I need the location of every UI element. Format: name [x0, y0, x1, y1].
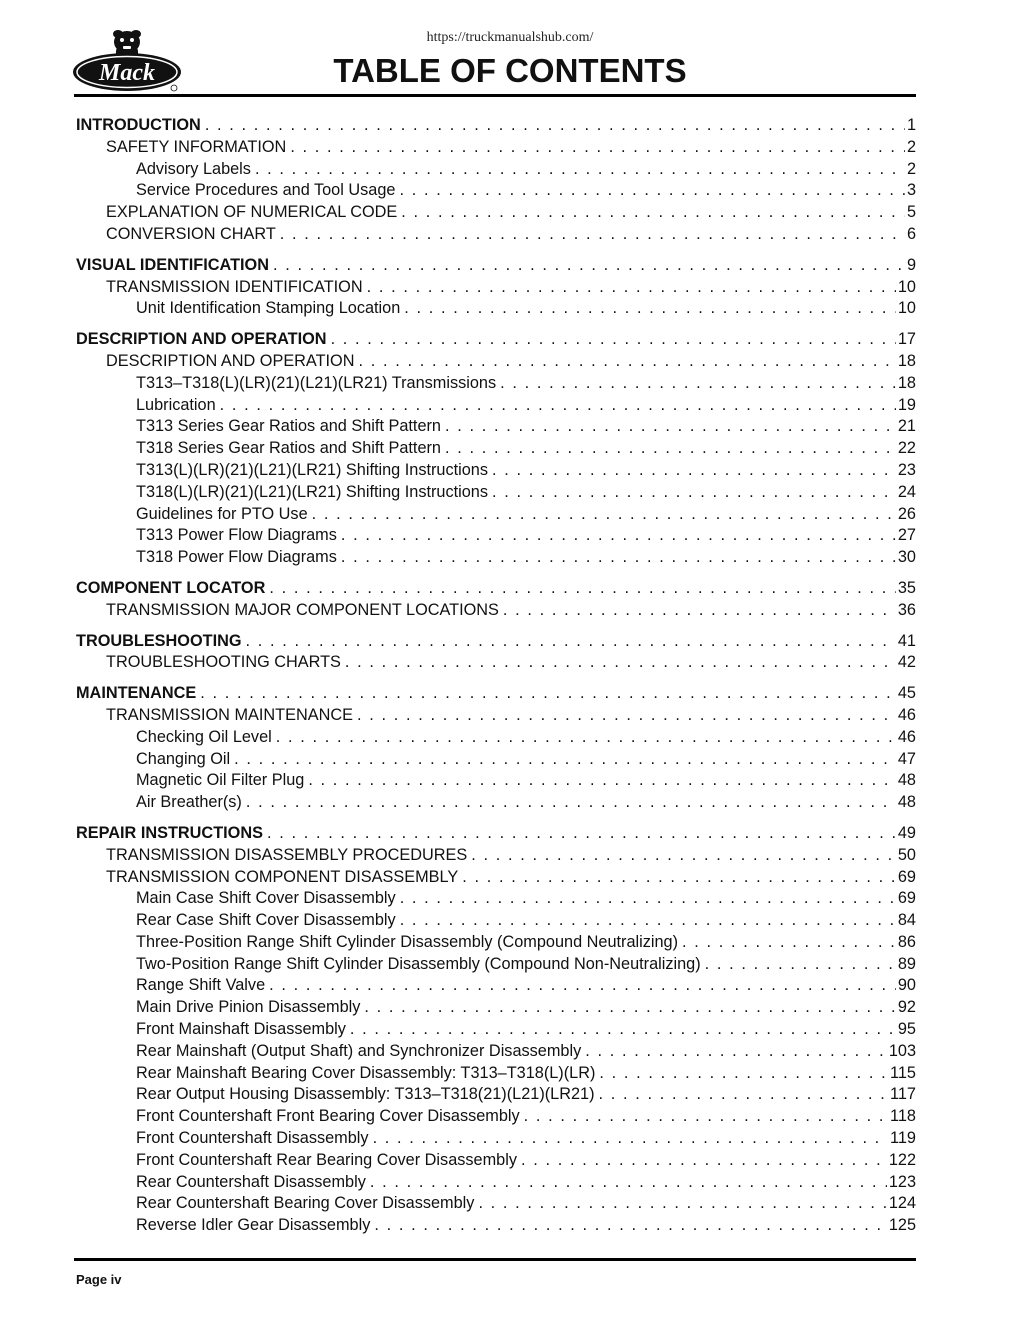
- toc-page-number: 1: [906, 116, 916, 134]
- toc-page-number: 41: [897, 631, 916, 650]
- toc-entry[interactable]: [76, 770, 916, 792]
- toc-page-number: 69: [897, 889, 916, 908]
- toc-entry-title: Front Countershaft Front Bearing Cover Disassembly: [136, 1107, 520, 1126]
- toc-page-number: 47: [897, 749, 916, 768]
- toc-entry-title: DESCRIPTION AND OPERATION: [76, 330, 327, 349]
- toc-entry[interactable]: [76, 727, 916, 749]
- toc-leader-dots: [205, 115, 905, 137]
- toc-entry[interactable]: [76, 1150, 916, 1172]
- toc-page-number: 26: [897, 504, 916, 523]
- toc-entry-title: Guidelines for PTO Use: [136, 504, 308, 523]
- toc-page-number: 42: [897, 653, 916, 672]
- toc-entry[interactable]: [76, 482, 916, 504]
- toc-entry-title: Three-Position Range Shift Cylinder Disassembly (Compound Neutralizing): [136, 932, 679, 951]
- toc-entry[interactable]: [76, 932, 916, 954]
- toc-section[interactable]: [76, 115, 916, 137]
- toc-leader-dots: [267, 823, 896, 845]
- toc-entry[interactable]: [76, 547, 916, 569]
- toc-entry-title: T313 Power Flow Diagrams: [136, 526, 337, 545]
- toc-page-number: 24: [897, 482, 916, 501]
- toc-entry-title: T313 Series Gear Ratios and Shift Pattern: [136, 417, 441, 436]
- toc-leader-dots: [705, 954, 896, 976]
- toc-page-number: 46: [897, 727, 916, 746]
- toc-page-number: 2: [906, 137, 916, 156]
- toc-leader-dots: [308, 770, 896, 792]
- toc-leader-dots: [276, 727, 896, 749]
- toc-leader-dots: [341, 525, 896, 547]
- toc-leader-dots: [367, 277, 896, 299]
- toc-entry[interactable]: [76, 525, 916, 547]
- toc-page-number: 10: [897, 299, 916, 318]
- toc-page-number: 27: [897, 526, 916, 545]
- toc-leader-dots: [350, 1019, 896, 1041]
- toc-leader-dots: [462, 867, 896, 889]
- toc-entry-title: Advisory Labels: [136, 159, 251, 178]
- toc-page-number: 9: [906, 255, 916, 274]
- toc-entry-title: CONVERSION CHART: [106, 224, 276, 243]
- toc-leader-dots: [246, 792, 896, 814]
- toc-section[interactable]: [76, 255, 916, 277]
- toc-chapter[interactable]: [76, 867, 916, 889]
- toc-entry-title: Unit Identification Stamping Location: [136, 299, 401, 318]
- toc-leader-dots: [200, 683, 896, 705]
- toc-leader-dots: [400, 910, 896, 932]
- toc-leader-dots: [331, 329, 896, 351]
- toc-entry-title: TRANSMISSION MAINTENANCE: [106, 705, 353, 724]
- toc-chapter[interactable]: [76, 845, 916, 867]
- toc-leader-dots: [471, 845, 896, 867]
- toc-entry[interactable]: [76, 460, 916, 482]
- toc-page-number: 123: [888, 1172, 916, 1191]
- toc-page-number: 118: [890, 1107, 916, 1126]
- toc-leader-dots: [357, 705, 896, 727]
- toc-section[interactable]: [76, 631, 916, 653]
- toc-page-number: 103: [888, 1041, 916, 1060]
- toc-entry[interactable]: [76, 1215, 916, 1237]
- toc-page-number: 89: [897, 954, 916, 973]
- toc-entry[interactable]: [76, 997, 916, 1019]
- toc-page-number: 115: [890, 1063, 916, 1082]
- toc-entry-title: Changing Oil: [136, 749, 231, 768]
- toc-entry-title: Air Breather(s): [136, 793, 242, 812]
- toc-leader-dots: [246, 631, 896, 653]
- toc-leader-dots: [280, 224, 905, 246]
- toc-leader-dots: [585, 1041, 887, 1063]
- toc-leader-dots: [682, 932, 896, 954]
- toc-page-number: 35: [897, 578, 916, 597]
- toc-leader-dots: [599, 1063, 888, 1085]
- source-url: https://truckmanualshub.com/: [426, 30, 594, 45]
- toc-page-number: 90: [897, 976, 916, 995]
- toc-leader-dots: [404, 298, 896, 320]
- toc-leader-dots: [521, 1150, 887, 1172]
- toc-entry-title: MAINTENANCE: [76, 684, 197, 703]
- toc-entry[interactable]: [76, 395, 916, 417]
- toc-entry-title: T318 Series Gear Ratios and Shift Pattern: [136, 439, 441, 458]
- toc-page-number: 17: [897, 330, 916, 349]
- toc-entry[interactable]: [76, 1193, 916, 1215]
- table-of-contents: [76, 115, 916, 1237]
- toc-page-number: 18: [897, 351, 916, 370]
- toc-entry[interactable]: [76, 180, 916, 202]
- toc-chapter[interactable]: [76, 600, 916, 622]
- toc-section[interactable]: [76, 578, 916, 600]
- toc-leader-dots: [345, 652, 896, 674]
- toc-entry-title: TRANSMISSION COMPONENT DISASSEMBLY: [106, 867, 459, 886]
- toc-page-number: 3: [906, 181, 916, 200]
- toc-entry-title: Main Case Shift Cover Disassembly: [136, 889, 396, 908]
- toc-leader-dots: [269, 975, 896, 997]
- toc-page-number: 86: [897, 932, 916, 951]
- toc-page-number: 30: [897, 548, 916, 567]
- toc-section[interactable]: [76, 329, 916, 351]
- toc-entry[interactable]: [76, 373, 916, 395]
- toc-entry-title: T313(L)(LR)(21)(L21)(LR21) Shifting Instructions: [136, 460, 488, 479]
- toc-entry[interactable]: [76, 159, 916, 181]
- toc-entry[interactable]: [76, 1019, 916, 1041]
- toc-leader-dots: [373, 1128, 888, 1150]
- toc-entry-title: TRANSMISSION MAJOR COMPONENT LOCATIONS: [106, 600, 499, 619]
- toc-entry-title: Rear Mainshaft (Output Shaft) and Synchronizer Disassembly: [136, 1041, 582, 1060]
- toc-entry-title: COMPONENT LOCATOR: [76, 578, 266, 597]
- toc-entry-title: SAFETY INFORMATION: [106, 137, 287, 156]
- toc-entry-title: Magnetic Oil Filter Plug: [136, 771, 305, 790]
- toc-entry[interactable]: [76, 792, 916, 814]
- page-number: Page iv: [76, 1272, 122, 1287]
- toc-leader-dots: [445, 416, 896, 438]
- toc-entry-title: Checking Oil Level: [136, 727, 272, 746]
- toc-page-number: 125: [888, 1216, 916, 1235]
- toc-leader-dots: [445, 438, 896, 460]
- toc-page-number: 22: [897, 439, 916, 458]
- toc-entry-title: REPAIR INSTRUCTIONS: [76, 823, 263, 842]
- logo-text: Mack: [99, 60, 155, 86]
- toc-chapter[interactable]: [76, 705, 916, 727]
- toc-leader-dots: [220, 395, 896, 417]
- toc-entry-title: VISUAL IDENTIFICATION: [76, 255, 269, 274]
- toc-leader-dots: [503, 600, 896, 622]
- toc-page-number: 6: [906, 224, 916, 243]
- toc-leader-dots: [400, 888, 896, 910]
- toc-entry[interactable]: [76, 504, 916, 526]
- toc-entry-title: TROUBLESHOOTING: [76, 631, 242, 650]
- toc-section[interactable]: [76, 683, 916, 705]
- toc-entry[interactable]: [76, 888, 916, 910]
- toc-leader-dots: [269, 578, 896, 600]
- toc-page-number: 19: [897, 395, 916, 414]
- toc-chapter[interactable]: [76, 652, 916, 674]
- toc-entry-title: Front Countershaft Rear Bearing Cover Disassembly: [136, 1150, 517, 1169]
- toc-page-number: 10: [897, 277, 916, 296]
- toc-entry[interactable]: [76, 910, 916, 932]
- toc-entry-title: Rear Countershaft Disassembly: [136, 1172, 366, 1191]
- toc-page-number: 18: [897, 373, 916, 392]
- toc-page-number: 23: [897, 460, 916, 479]
- toc-leader-dots: [492, 460, 896, 482]
- toc-leader-dots: [255, 159, 905, 181]
- toc-leader-dots: [492, 482, 896, 504]
- toc-page-number: 95: [897, 1020, 916, 1039]
- toc-entry[interactable]: [76, 438, 916, 460]
- toc-page-number: 84: [897, 911, 916, 930]
- toc-page-number: 48: [897, 793, 916, 812]
- toc-entry-title: TROUBLESHOOTING CHARTS: [106, 653, 341, 672]
- toc-entry-title: Lubrication: [136, 395, 216, 414]
- toc-leader-dots: [290, 137, 905, 159]
- toc-page-number: 122: [888, 1150, 916, 1169]
- toc-page-number: 92: [897, 998, 916, 1017]
- toc-entry[interactable]: [76, 954, 916, 976]
- toc-chapter[interactable]: [76, 224, 916, 246]
- toc-leader-dots: [358, 351, 895, 373]
- toc-entry-title: T318 Power Flow Diagrams: [136, 548, 337, 567]
- toc-entry[interactable]: [76, 1128, 916, 1150]
- toc-entry[interactable]: [76, 975, 916, 997]
- toc-entry-title: Rear Mainshaft Bearing Cover Disassembly: T313–T318(L)(LR): [136, 1063, 596, 1082]
- toc-entry-title: TRANSMISSION DISASSEMBLY PROCEDURES: [106, 845, 468, 864]
- toc-entry[interactable]: [76, 1041, 916, 1063]
- toc-page-number: 119: [890, 1129, 916, 1148]
- toc-page-number: 117: [890, 1085, 916, 1104]
- toc-chapter[interactable]: [76, 202, 916, 224]
- toc-chapter[interactable]: [76, 351, 916, 373]
- toc-entry-title: Rear Countershaft Bearing Cover Disassembly: [136, 1194, 475, 1213]
- page-title: TABLE OF CONTENTS: [333, 52, 687, 89]
- toc-entry[interactable]: [76, 1106, 916, 1128]
- toc-leader-dots: [374, 1215, 886, 1237]
- toc-leader-dots: [341, 547, 896, 569]
- toc-leader-dots: [599, 1084, 889, 1106]
- toc-section[interactable]: [76, 823, 916, 845]
- toc-leader-dots: [234, 749, 896, 771]
- toc-leader-dots: [370, 1172, 887, 1194]
- toc-leader-dots: [312, 504, 896, 526]
- toc-page-number: 50: [897, 845, 916, 864]
- toc-entry-title: Service Procedures and Tool Usage: [136, 181, 396, 200]
- toc-entry[interactable]: [76, 416, 916, 438]
- toc-leader-dots: [500, 373, 896, 395]
- toc-leader-dots: [524, 1106, 888, 1128]
- toc-entry-title: INTRODUCTION: [76, 116, 201, 134]
- toc-leader-dots: [364, 997, 895, 1019]
- toc-entry-title: TRANSMISSION IDENTIFICATION: [106, 277, 363, 296]
- toc-entry-title: Front Mainshaft Disassembly: [136, 1020, 346, 1039]
- toc-entry-title: T313–T318(L)(LR)(21)(L21)(LR21) Transmissions: [136, 373, 497, 392]
- toc-entry[interactable]: [76, 1063, 916, 1085]
- toc-page-number: 21: [897, 417, 916, 436]
- footer-rule: [74, 1258, 916, 1261]
- toc-chapter[interactable]: [76, 137, 916, 159]
- toc-entry-title: Main Drive Pinion Disassembly: [136, 998, 361, 1017]
- toc-entry-title: DESCRIPTION AND OPERATION: [106, 351, 355, 370]
- toc-leader-dots: [478, 1193, 886, 1215]
- header-rule: [74, 94, 916, 97]
- toc-leader-dots: [273, 255, 905, 277]
- toc-entry-title: Rear Output Housing Disassembly: T313–T318(21)(L21)(LR21): [136, 1085, 595, 1104]
- toc-entry-title: Rear Case Shift Cover Disassembly: [136, 911, 396, 930]
- toc-page-number: 48: [897, 771, 916, 790]
- toc-entry[interactable]: [76, 1084, 916, 1106]
- toc-page-number: 45: [897, 684, 916, 703]
- toc-entry-title: T318(L)(LR)(21)(L21)(LR21) Shifting Instructions: [136, 482, 488, 501]
- toc-entry[interactable]: [76, 749, 916, 771]
- toc-page-number: 49: [897, 823, 916, 842]
- toc-page-number: 46: [897, 705, 916, 724]
- toc-entry-title: Front Countershaft Disassembly: [136, 1129, 369, 1148]
- toc-leader-dots: [401, 202, 905, 224]
- toc-page-number: 69: [897, 867, 916, 886]
- toc-entry-title: Two-Position Range Shift Cylinder Disassembly (Compound Non-Neutralizing): [136, 954, 701, 973]
- toc-page-number: 5: [906, 203, 916, 222]
- toc-leader-dots: [399, 180, 904, 202]
- toc-page-number: 36: [897, 600, 916, 619]
- toc-chapter[interactable]: [76, 277, 916, 299]
- toc-entry-title: Range Shift Valve: [136, 976, 266, 995]
- toc-entry[interactable]: [76, 1172, 916, 1194]
- toc-page-number: 124: [888, 1194, 916, 1213]
- toc-entry-title: EXPLANATION OF NUMERICAL CODE: [106, 203, 398, 222]
- toc-entry[interactable]: [76, 298, 916, 320]
- toc-page-number: 2: [906, 159, 916, 178]
- toc-entry-title: Reverse Idler Gear Disassembly: [136, 1216, 371, 1235]
